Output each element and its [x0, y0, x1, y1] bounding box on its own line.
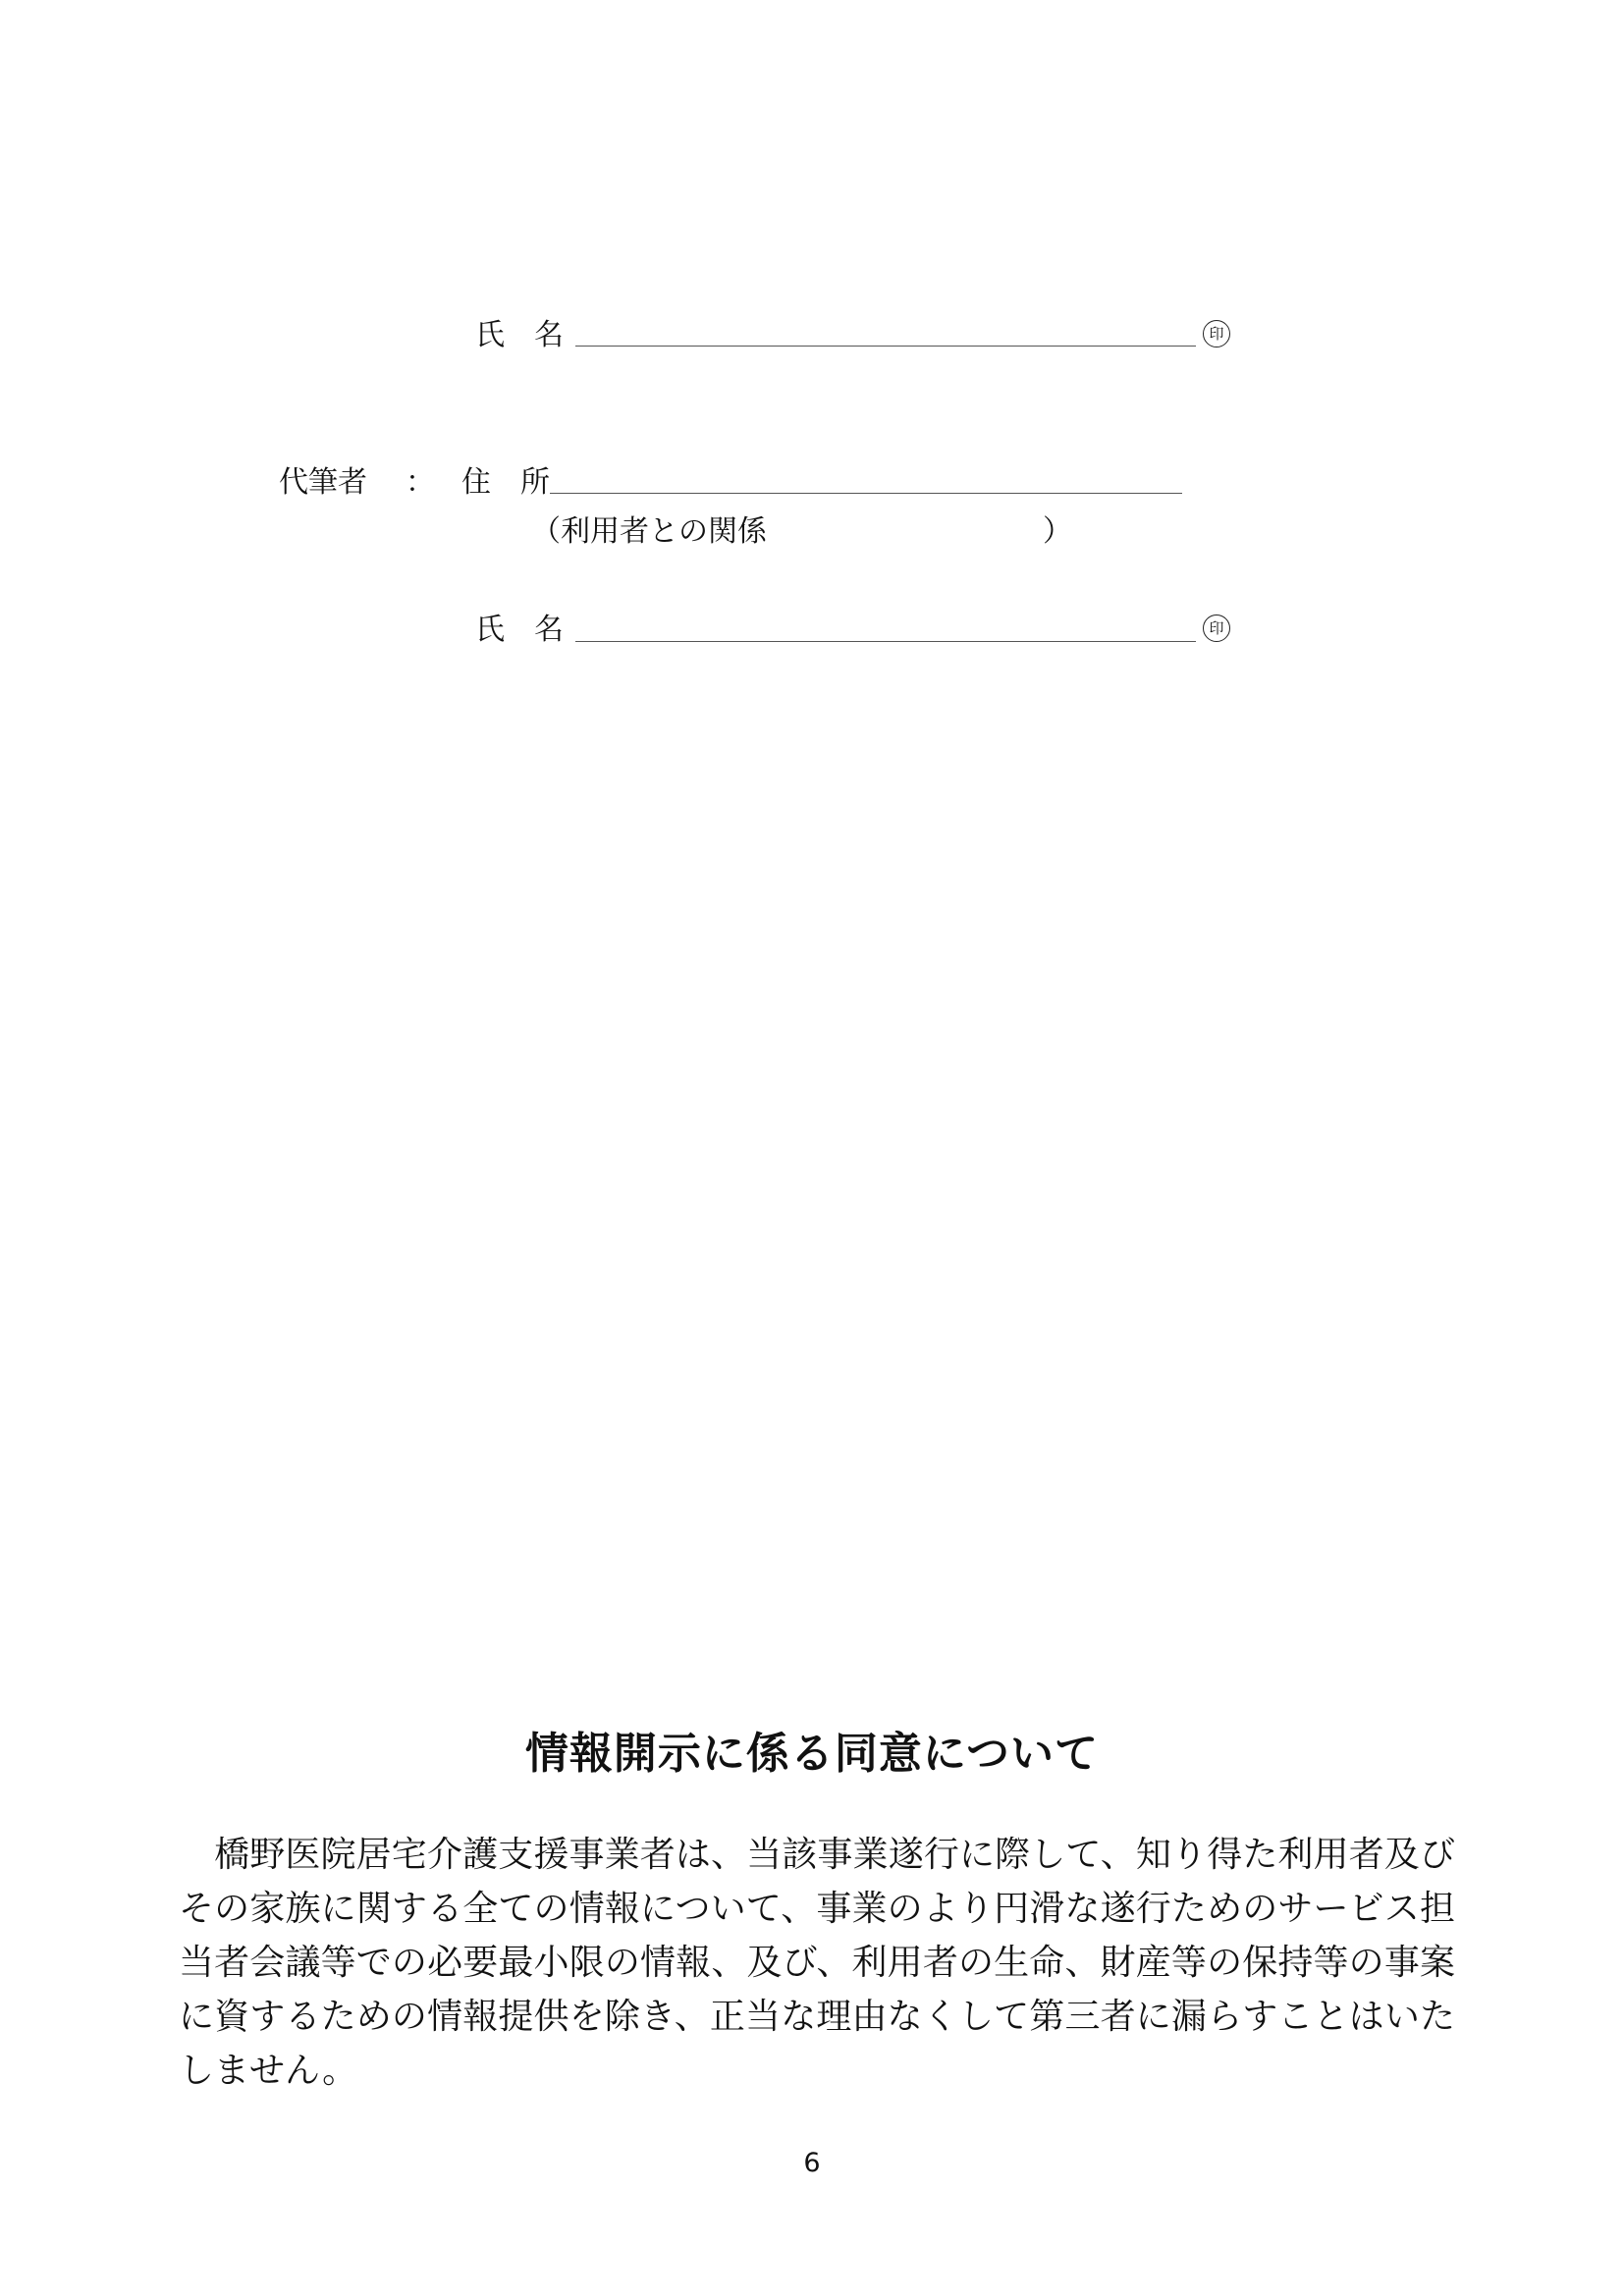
- address-underline: [550, 493, 1182, 494]
- proxy-name-label: 氏 名: [475, 613, 564, 647]
- name-underline: [575, 346, 1196, 347]
- seal-icon: 印: [1203, 320, 1230, 347]
- proxy-name-underline: [575, 641, 1196, 642]
- consent-body: 橋野医院居宅介護支援事業者は、当該事業遂行に際して、知り得た利用者及びその家族に関する全ての情報について、事業のより円滑な遂行ためのサービス担当者会議等での必要最小限の情報、及び、利用者の生命、財産等の保持等の事案に資するための情報提供を除き、正当な理由なくして第三者に漏らすことはいたしません。: [179, 1835, 1455, 2091]
- address-label: 住 所: [461, 465, 550, 500]
- relationship-label-close: ）: [1043, 514, 1072, 549]
- consent-title: 情報開示に係る同意について: [524, 1729, 1100, 1779]
- name-label: 氏 名: [475, 318, 564, 352]
- relationship-label-open: （利用者との関係: [531, 514, 767, 549]
- proxy-colon: ：: [406, 465, 435, 500]
- proxy-label: 代筆者: [279, 465, 367, 500]
- proxy-seal-icon: 印: [1203, 614, 1230, 642]
- page-number: 6: [803, 2148, 821, 2178]
